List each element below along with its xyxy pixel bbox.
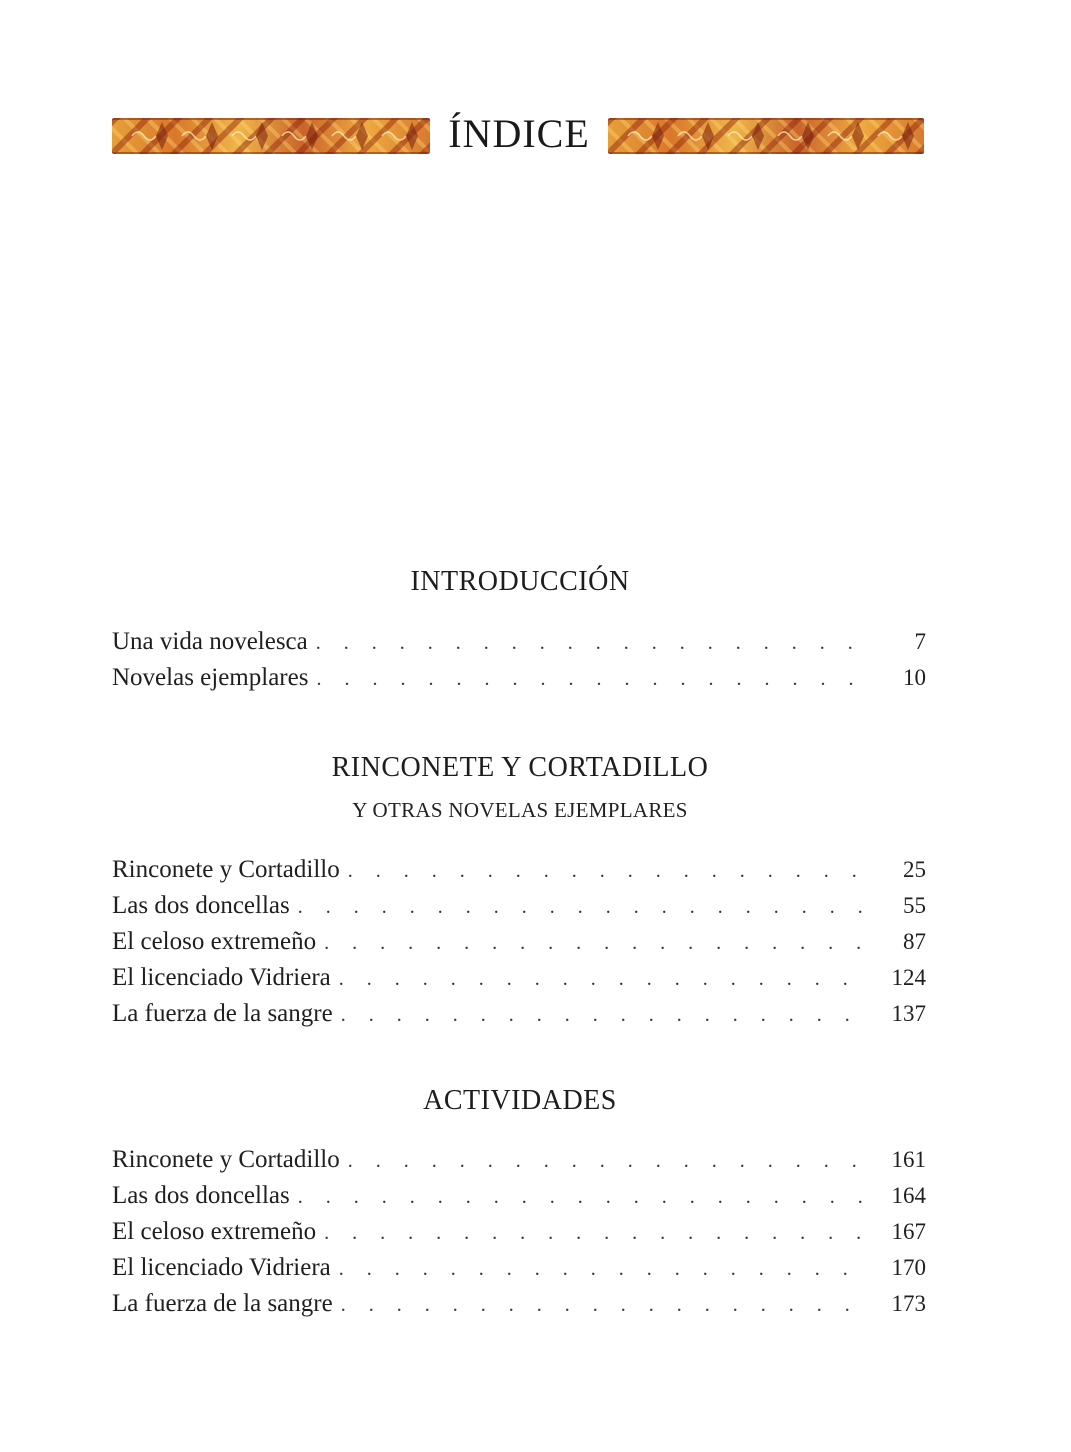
toc-entry-label: Rinconete y Cortadillo <box>112 1146 340 1173</box>
dot-leader <box>341 1294 866 1317</box>
toc-entry[interactable] <box>112 964 926 1000</box>
swirl-pattern-icon <box>112 118 430 154</box>
toc-entry-label: Las dos doncellas <box>112 892 290 919</box>
toc-entry-page: 137 <box>891 1001 926 1026</box>
toc-entry[interactable] <box>112 1254 926 1290</box>
toc-list-novelas <box>112 856 926 1036</box>
dot-leader <box>348 1150 866 1173</box>
toc-entry-page: 173 <box>891 1291 926 1316</box>
toc-entry[interactable] <box>112 892 926 928</box>
toc-entry-label: Las dos doncellas <box>112 1182 290 1209</box>
toc-entry[interactable] <box>112 664 926 700</box>
toc-entry-page: 161 <box>891 1147 926 1172</box>
toc-entry[interactable] <box>112 1146 926 1182</box>
dot-leader <box>339 968 866 991</box>
dot-leader <box>316 668 866 691</box>
dot-leader <box>348 860 866 883</box>
toc-list-introduccion <box>112 628 926 700</box>
dot-leader <box>324 932 866 955</box>
toc-entry[interactable] <box>112 1000 926 1036</box>
toc-entry[interactable] <box>112 856 926 892</box>
toc-entry-page: 87 <box>903 929 926 954</box>
toc-entry-page: 7 <box>914 629 926 654</box>
swirl-pattern-icon <box>608 118 924 154</box>
toc-entry[interactable] <box>112 1182 926 1218</box>
toc-list-actividades <box>112 1146 926 1326</box>
toc-entry-page: 55 <box>903 893 926 918</box>
dot-leader <box>339 1258 866 1281</box>
toc-entry-page: 10 <box>903 665 926 690</box>
toc-entry[interactable] <box>112 628 926 664</box>
decorative-band-left <box>112 118 430 154</box>
toc-entry-label: El celoso extremeño <box>112 928 317 955</box>
toc-entry-label: Rinconete y Cortadillo <box>112 856 340 883</box>
toc-entry-label: La fuerza de la sangre <box>112 1290 333 1317</box>
toc-entry-label: El licenciado Vidriera <box>112 1254 331 1281</box>
dot-leader <box>298 1186 866 1209</box>
toc-entry-label: El licenciado Vidriera <box>112 964 331 991</box>
toc-entry-page: 124 <box>891 965 926 990</box>
toc-entry-page: 167 <box>891 1219 926 1244</box>
toc-entry-label: Novelas ejemplares <box>112 664 309 691</box>
page-title: ÍNDICE <box>448 111 590 156</box>
dot-leader <box>341 1004 866 1027</box>
toc-entry-label: Una vida novelesca <box>112 628 308 655</box>
toc-entry[interactable] <box>112 1218 926 1254</box>
section-title-rinconete: RINCONETE Y CORTADILLO <box>331 752 709 783</box>
toc-entry-page: 25 <box>903 857 926 882</box>
section-title-actividades: ACTIVIDADES <box>423 1085 617 1116</box>
decorative-band-right <box>608 118 924 154</box>
section-subtitle-rinconete: Y OTRAS NOVELAS EJEMPLARES <box>352 798 688 822</box>
dot-leader <box>316 632 866 655</box>
index-header <box>0 110 1071 158</box>
toc-entry[interactable] <box>112 928 926 964</box>
section-title-introduccion: INTRODUCCIÓN <box>410 566 630 597</box>
dot-leader <box>298 896 866 919</box>
toc-entry-page: 164 <box>891 1183 926 1208</box>
toc-entry-page: 170 <box>891 1255 926 1280</box>
toc-entry[interactable] <box>112 1290 926 1326</box>
dot-leader <box>324 1222 866 1245</box>
toc-entry-label: El celoso extremeño <box>112 1218 317 1245</box>
toc-entry-label: La fuerza de la sangre <box>112 1000 333 1027</box>
